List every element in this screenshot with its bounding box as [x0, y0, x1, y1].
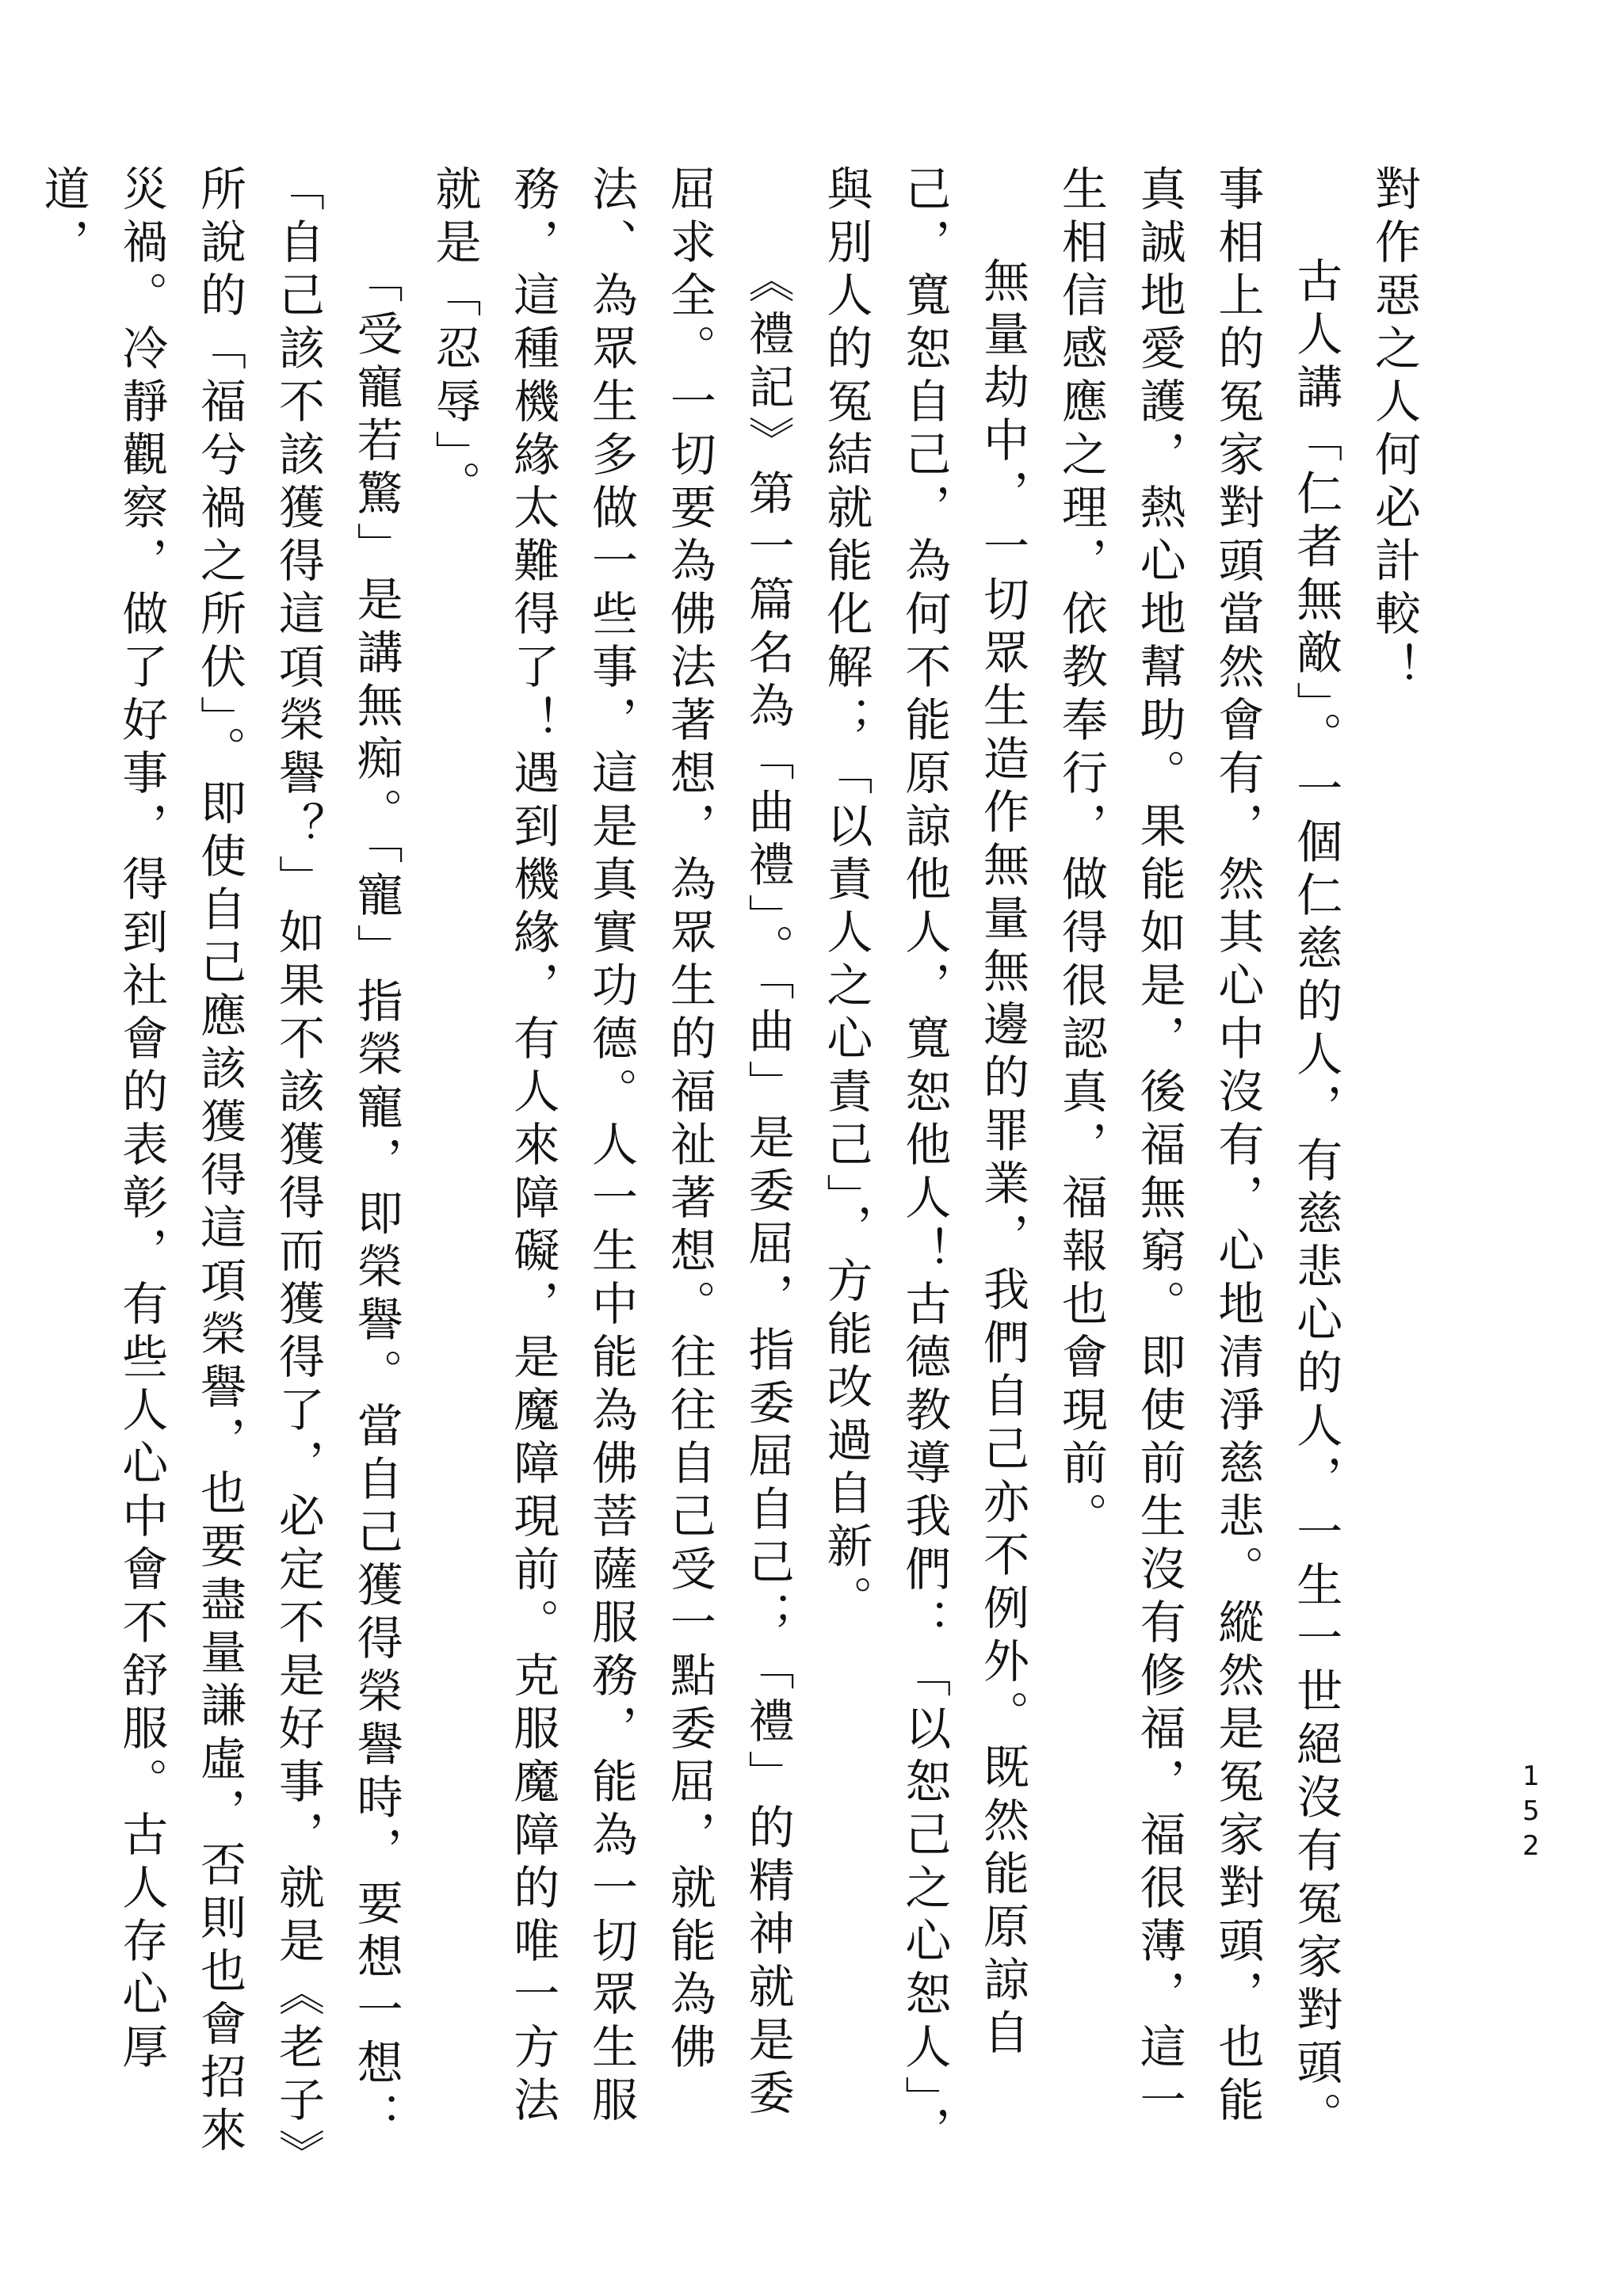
paragraph-5: 「受寵若驚」是講無痴。「寵」指榮寵，即榮譽。當自己獲得榮譽時，要想一想：「自己該不該獲得這項榮譽？」如果不該獲得而獲得了，必定不是好事，就是《老子》所說的「福兮禍之所伏」。即使自己應該獲得這項榮譽，也要盡量謙虛，否則也會招來災禍。冷靜觀察，做了好事，得到社會的表彰，有些人心中會不舒服。古人存心厚道， — [36, 165, 403, 2159]
main-text-block — [36, 165, 1433, 2161]
paragraph-3: 無量劫中，一切眾生造作無量無邊的罪業，我們自己亦不例外。既然能原諒自己，寬恕自己，為何不能原諒他人，寬恕他人！古德教導我們：「以恕己之心恕人」，與別人的冤結就能化解；「以責人之心責己」，方能改過自新。 — [819, 165, 1030, 2159]
paragraph-2: 古人講「仁者無敵」。一個仁慈的人，有慈悲心的人，一生一世絕沒有冤家對頭。事相上的冤家對頭當然會有，然其心中沒有，心地清淨慈悲。縱然是冤家對頭，也能真誠地愛護，熱心地幫助。果能如是，後福無窮。即使前生沒有修福，福很薄，這一生相信感應之理，依教奉行，做得很認真，福報也會現前。 — [1053, 165, 1343, 2145]
page-number: 152 — [1515, 1760, 1547, 1865]
paragraph-1: 對作惡之人何必計較！ — [1367, 165, 1421, 696]
paragraph-4: 《禮記》第一篇名為「曲禮」。「曲」是委屈，指委屈自己；「禮」的精神就是委屈求全。一切要為佛法著想，為眾生的福祉著想。往往自己受一點委屈，就能為佛法、為眾生多做一些事，這是真實功德。人一生中能為佛菩薩服務，能為一切眾生服務，這種機緣太難得了！遇到機緣，有人來障礙，是魔障現前。克服魔障的唯一方法就是「忍辱」。 — [427, 165, 795, 2129]
